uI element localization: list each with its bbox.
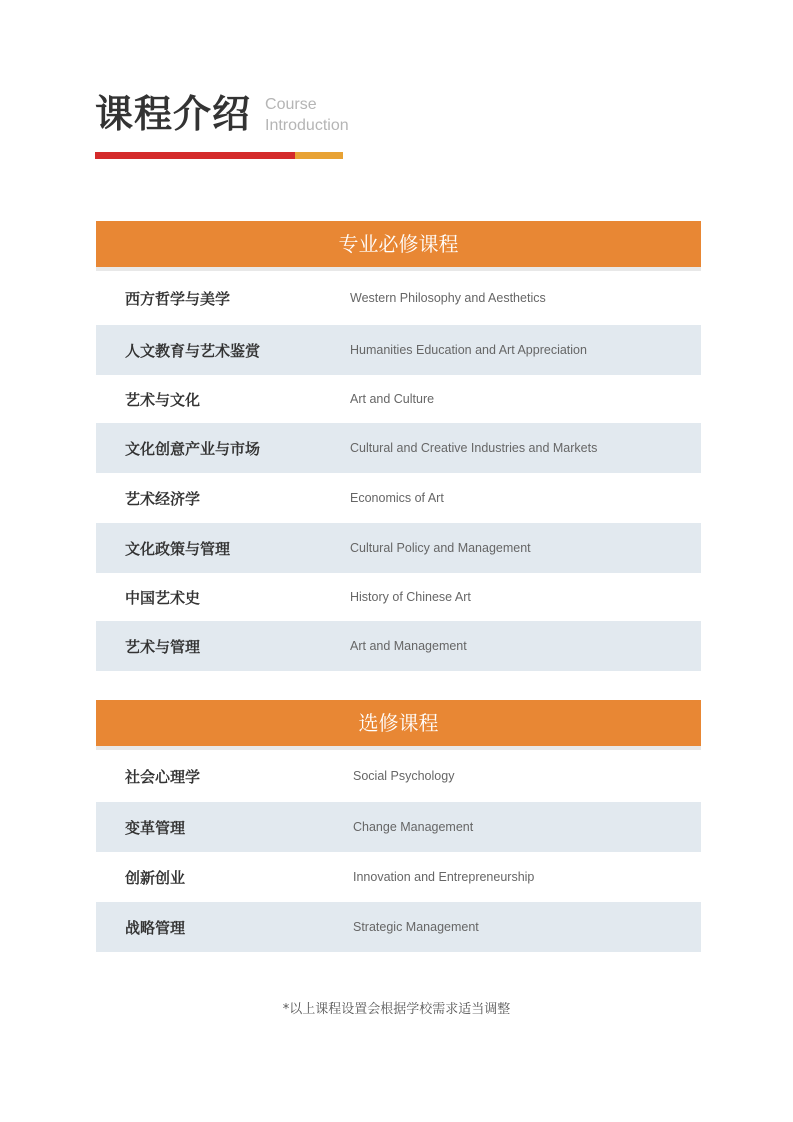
course-row (96, 523, 701, 573)
course-name-en: Humanities Education and Art Appreciation (350, 343, 587, 357)
course-name-cn: 变革管理 (125, 818, 186, 837)
course-row (96, 375, 701, 423)
page-title-en (265, 94, 349, 136)
title-underline (95, 152, 343, 159)
course-row (96, 852, 701, 902)
course-row (96, 573, 701, 621)
footnote: *以上课程设置会根据学校需求适当调整 (282, 1002, 511, 1017)
page-title-en-line2: Introduction (265, 117, 349, 134)
section-header: 专业必修课程 (96, 221, 701, 271)
course-row (96, 423, 701, 473)
page-title-cn: 课程介绍 (95, 92, 252, 136)
page-title (95, 90, 349, 138)
course-name-en: Art and Management (350, 639, 467, 653)
page-title-en-line1: Course (265, 96, 317, 113)
course-name-en: Strategic Management (353, 920, 479, 934)
course-name-en: History of Chinese Art (350, 590, 471, 604)
course-name-cn: 艺术与文化 (125, 390, 201, 409)
course-name-cn: 文化创意产业与市场 (125, 439, 261, 458)
course-name-cn: 西方哲学与美学 (125, 289, 231, 308)
course-name-cn: 艺术与管理 (125, 637, 201, 656)
course-name-en: Cultural Policy and Management (350, 541, 531, 555)
course-row (96, 902, 701, 952)
course-name-en: Change Management (353, 820, 474, 834)
course-row (96, 325, 701, 375)
course-name-en: Economics of Art (350, 491, 444, 505)
course-name-en: Innovation and Entrepreneurship (353, 870, 535, 884)
course-name-cn: 艺术经济学 (125, 489, 201, 508)
course-name-cn: 战略管理 (125, 918, 186, 937)
required-courses-section (96, 221, 701, 671)
course-name-cn: 创新创业 (125, 868, 186, 887)
elective-courses-section (96, 700, 701, 952)
course-name-en: Social Psychology (353, 769, 455, 783)
course-row (96, 621, 701, 671)
course-row (96, 750, 701, 802)
course-row (96, 473, 701, 523)
course-name-en: Art and Culture (350, 392, 435, 406)
course-row (96, 271, 701, 325)
section-header: 选修课程 (96, 700, 701, 750)
course-name-en: Cultural and Creative Industries and Markets (350, 441, 598, 455)
course-row (96, 802, 701, 852)
course-name-cn: 人文教育与艺术鉴赏 (125, 341, 261, 360)
course-name-en: Western Philosophy and Aesthetics (350, 291, 546, 305)
course-name-cn: 中国艺术史 (125, 588, 201, 607)
underline-yellow (295, 152, 343, 159)
course-name-cn: 社会心理学 (125, 767, 201, 786)
underline-red (95, 152, 295, 159)
course-name-cn: 文化政策与管理 (125, 539, 231, 558)
